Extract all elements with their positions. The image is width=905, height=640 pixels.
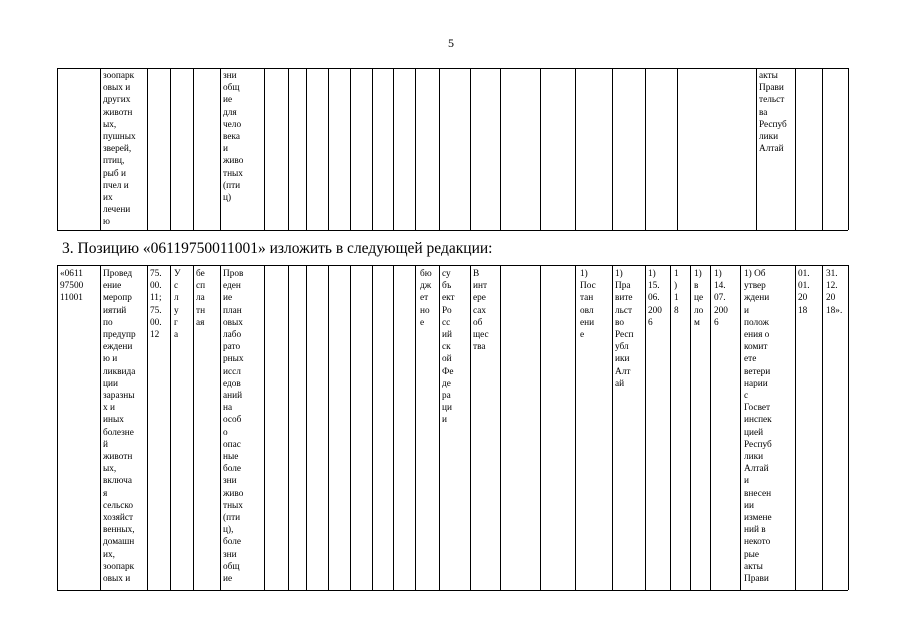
- cell-text: В инт ере сах об щес тва: [473, 269, 489, 353]
- column-line: [848, 265, 849, 590]
- cell-text: 1) Пра вите льст во Респ убл ики Алт ай: [615, 269, 634, 389]
- cell-text: зоопарк овых и других животн ых, пушных зверей, птиц, рыб и пчел и их лечени ю: [103, 71, 136, 228]
- column-line: [372, 265, 373, 590]
- column-line: [170, 265, 171, 590]
- cell-text: бе сп ла тн ая: [196, 269, 206, 328]
- table-border-top: [57, 265, 848, 266]
- column-line: [350, 265, 351, 590]
- column-line: [612, 265, 613, 590]
- cell-text: 31. 12. 20 18».: [826, 269, 843, 316]
- column-line: [795, 265, 796, 590]
- cell-text: 1) 14. 07. 200 6: [714, 269, 728, 328]
- column-line: [328, 265, 329, 590]
- column-line: [147, 265, 148, 590]
- column-line: [645, 265, 646, 590]
- section-heading: 3. Позицию «06119750011001» изложить в следующей редакции:: [62, 240, 493, 257]
- column-line: [575, 265, 576, 590]
- column-line: [500, 265, 501, 590]
- column-line: [439, 265, 440, 590]
- cell-text: 1) 15. 06. 200 6: [648, 269, 662, 328]
- column-line: [220, 265, 221, 590]
- cell-text: 1 ) 1 8: [674, 269, 679, 316]
- column-line: [100, 265, 101, 590]
- cell-text: 75. 00. 11; 75. 00. 12: [150, 269, 162, 341]
- cell-text: «0611 97500 11001: [60, 269, 84, 304]
- column-line: [470, 265, 471, 590]
- column-line: [393, 265, 394, 590]
- cell-text: зни общ ие для чело века и живо тных (пти ц): [223, 71, 244, 204]
- column-line: [264, 265, 265, 590]
- page-number: 5: [448, 36, 454, 50]
- cell-text: акты Прави тельст ва Респуб лики Алтай: [759, 71, 787, 155]
- column-line: [415, 265, 416, 590]
- cell-text: 1) Об утвер ждени и полож ения о комит ете ветери нарии с Госвет инспек цией Респуб лики Алтай и внесен ии измене ний в некото рые акты Прави: [744, 269, 772, 585]
- column-line: [57, 265, 58, 590]
- cell-text: су бъ ект Ро сс ий ск ой Фе де ра ци и: [442, 269, 455, 426]
- column-line: [193, 265, 194, 590]
- cell-text: 1) в це ло м: [694, 269, 704, 328]
- column-line: [306, 265, 307, 590]
- cell-text: 1) Пос тан овл ени е: [580, 269, 596, 341]
- column-line: [690, 265, 691, 590]
- cell-text: Провед ение меропр иятий по предупр еждени ю и ликвида ции заразны х и иных болезне й животн ых, включа я сельско хозяйст венных, домашн их, зоопарк овых и: [103, 269, 136, 585]
- column-line: [710, 265, 711, 590]
- cell-text: У с л у г а: [174, 269, 181, 341]
- table-border-bottom: [57, 590, 848, 591]
- column-line: [822, 265, 823, 590]
- column-line: [670, 265, 671, 590]
- column-line: [740, 265, 741, 590]
- cell-text: бю дж ет но е: [420, 269, 432, 328]
- column-line: [288, 265, 289, 590]
- cell-text: 01. 01. 20 18: [798, 269, 810, 316]
- column-line: [540, 265, 541, 590]
- cell-text: Пров еден ие план овых лабо рато рных иссл едов аний на особ о опас ные боле зни живо тных (пти ц), боле зни общ ие: [223, 269, 244, 585]
